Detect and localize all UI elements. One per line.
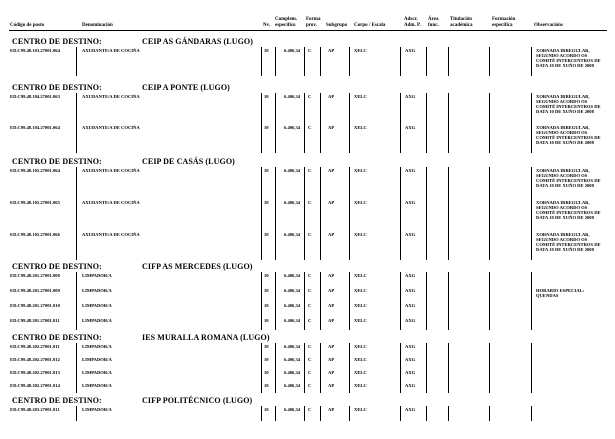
cell-forma: C [308, 318, 312, 323]
cell-complemento: 6.406,34 [284, 357, 301, 362]
table-row [0, 273, 615, 288]
cell-corpo: XELC [354, 288, 367, 293]
cell-nivel: 10 [264, 370, 269, 375]
cell-denominacion: LIMPADOR/A [82, 288, 112, 293]
cell-adscricion: AXG [405, 288, 416, 293]
table-row [0, 232, 615, 263]
cell-corpo: XELC [354, 383, 367, 388]
column-divider [448, 272, 449, 330]
cell-complemento: 6.406,34 [284, 303, 301, 308]
column-divider [426, 406, 427, 421]
cell-corpo: XELC [354, 357, 367, 362]
col-header-nivel: Nv. [263, 23, 271, 28]
cell-corpo: XELC [354, 232, 367, 237]
column-divider [531, 406, 532, 421]
column-divider [320, 406, 321, 421]
cell-nivel: 10 [264, 200, 269, 205]
table-row [0, 288, 615, 303]
cell-adscricion: AXG [405, 318, 416, 323]
cell-forma: C [308, 370, 312, 375]
column-divider [426, 272, 427, 330]
cell-nivel: 10 [264, 318, 269, 323]
cell-codigo: ED.C99.48.104.27001.063 [10, 94, 60, 99]
column-divider [304, 47, 305, 76]
cell-forma: C [308, 357, 312, 362]
cell-observacions: XORNADA IRREGULAR, SEGUNDO ACORDO OS COMITÉ INTERCENTROS DE DATA 10 DE XUÑO DE 2008 [536, 232, 601, 252]
cell-complemento: 6.406,34 [284, 383, 301, 388]
col-header-formacion: Formación específica [492, 17, 516, 28]
column-divider [426, 343, 427, 393]
cell-codigo: ED.C99.48.202.27001.011 [10, 344, 60, 349]
column-divider [275, 406, 276, 421]
cell-nivel: 10 [264, 232, 269, 237]
cell-adscricion: AXG [405, 383, 416, 388]
column-divider [320, 167, 321, 260]
column-divider [448, 406, 449, 421]
cell-corpo: XELC [354, 168, 367, 173]
cell-codigo: ED.C99.48.103.27001.064 [10, 48, 60, 53]
cell-adscricion: AXG [405, 303, 416, 308]
cell-nivel: 10 [264, 288, 269, 293]
col-header-forma: Forma prov. [306, 17, 321, 28]
cell-observacions: HORARIO ESPECIAL: QUENDAS [536, 288, 585, 298]
table-row [0, 370, 615, 383]
cell-forma: C [308, 125, 312, 130]
table-row [0, 357, 615, 370]
cell-denominacion: LIMPADOR/A [82, 318, 112, 323]
column-divider [304, 167, 305, 260]
cell-denominacion: LIMPADOR/A [82, 357, 112, 362]
cell-denominacion: LIMPADOR/A [82, 344, 112, 349]
cell-codigo: ED.C99.48.203.27001.011 [10, 407, 60, 412]
column-divider [320, 93, 321, 153]
column-divider [531, 167, 532, 260]
cell-denominacion: LIMPADOR/A [82, 273, 112, 278]
cell-denominacion: AXUDANTE/A DE COCIÑA [82, 125, 140, 130]
cell-complemento: 6.406,34 [284, 125, 301, 130]
cell-complemento: 6.406,34 [284, 94, 301, 99]
cell-subgrupo: AP [328, 200, 335, 205]
cell-adscricion: AXG [405, 370, 416, 375]
cell-adscricion: AXG [405, 232, 416, 237]
cell-complemento: 6.406,34 [284, 200, 301, 205]
column-divider [400, 272, 401, 330]
cell-subgrupo: AP [328, 94, 335, 99]
cell-subgrupo: AP [328, 48, 335, 53]
col-header-adscricion: Adscr. Adm. P. [404, 17, 421, 28]
cell-denominacion: LIMPADOR/A [82, 407, 112, 412]
column-divider [531, 93, 532, 153]
column-divider [400, 47, 401, 76]
col-header-area: Área func. [428, 17, 439, 28]
table-row [0, 383, 615, 396]
column-divider [320, 272, 321, 330]
cell-observacions: XORNADA IRREGULAR, SEGUNDO ACORDO OS COMITÉ INTERCENTROS DE DATA 10 DE XUÑO DE 2008 [536, 48, 601, 68]
cell-subgrupo: AP [328, 288, 335, 293]
cell-nivel: 10 [264, 407, 269, 412]
column-divider [531, 47, 532, 76]
column-divider [426, 93, 427, 153]
column-divider [400, 406, 401, 421]
column-divider [304, 93, 305, 153]
cell-complemento: 6.406,34 [284, 168, 301, 173]
cell-forma: C [308, 168, 312, 173]
cell-complemento: 6.406,34 [284, 344, 301, 349]
cell-nivel: 10 [264, 344, 269, 349]
cell-codigo: ED.C99.48.105.27001.065 [10, 200, 60, 205]
column-divider [448, 167, 449, 260]
table-row [0, 48, 615, 79]
cell-adscricion: AXG [405, 48, 416, 53]
cell-forma: C [308, 200, 312, 205]
cell-denominacion: AXUDANTE/A DE COCIÑA [82, 48, 140, 53]
cell-codigo: ED.C99.48.105.27001.066 [10, 232, 60, 237]
cell-denominacion: AXUDANTE/A DE COCIÑA [82, 168, 140, 173]
section-center-name: CEIP AS GÁNDARAS (LUGO) [142, 37, 253, 46]
column-divider [489, 272, 490, 330]
column-divider [76, 93, 77, 153]
table-row [0, 407, 615, 424]
cell-nivel: 10 [264, 357, 269, 362]
cell-forma: C [308, 344, 312, 349]
table-row [0, 344, 615, 357]
cell-corpo: XELC [354, 200, 367, 205]
column-divider [261, 167, 262, 260]
cell-corpo: XELC [354, 48, 367, 53]
cell-subgrupo: AP [328, 370, 335, 375]
cell-observacions: XORNADA IRREGULAR, SEGUNDO ACORDO OS COMITÉ INTERCENTROS DE DATA 10 DE XUÑO DE 2008 [536, 94, 601, 114]
section-label: CENTRO DE DESTINO: [12, 157, 102, 166]
cell-nivel: 10 [264, 168, 269, 173]
cell-codigo: ED.C99.48.202.27001.014 [10, 383, 60, 388]
cell-forma: C [308, 383, 312, 388]
cell-denominacion: AXUDANTE/A DE COCIÑA [82, 94, 140, 99]
cell-denominacion: LIMPADOR/A [82, 370, 112, 375]
cell-forma: C [308, 94, 312, 99]
table-row [0, 303, 615, 318]
cell-complemento: 6.406,34 [284, 273, 301, 278]
cell-nivel: 10 [264, 383, 269, 388]
cell-subgrupo: AP [328, 273, 335, 278]
column-divider [304, 406, 305, 421]
cell-adscricion: AXG [405, 273, 416, 278]
column-divider [261, 47, 262, 76]
cell-subgrupo: AP [328, 168, 335, 173]
header-rule [9, 30, 607, 31]
section-label: CENTRO DE DESTINO: [12, 37, 102, 46]
section-center-name: CIFP AS MERCEDES (LUGO) [142, 262, 253, 271]
cell-nivel: 10 [264, 303, 269, 308]
column-divider [261, 93, 262, 153]
cell-denominacion: LIMPADOR/A [82, 303, 112, 308]
cell-subgrupo: AP [328, 318, 335, 323]
cell-corpo: XELC [354, 125, 367, 130]
col-header-complemento: Complem. específico [275, 17, 298, 28]
column-divider [304, 272, 305, 330]
cell-subgrupo: AP [328, 357, 335, 362]
cell-denominacion: AXUDANTE/A DE COCIÑA [82, 200, 140, 205]
cell-complemento: 6.406,34 [284, 407, 301, 412]
col-header-observacions: Observacións [534, 23, 563, 28]
cell-corpo: XELC [354, 407, 367, 412]
cell-subgrupo: AP [328, 232, 335, 237]
col-header-subgrupo: Subgrupo [326, 23, 348, 28]
column-divider [261, 406, 262, 421]
cell-nivel: 10 [264, 125, 269, 130]
column-divider [489, 93, 490, 153]
column-divider [349, 167, 350, 260]
cell-forma: C [308, 232, 312, 237]
column-divider [76, 272, 77, 330]
column-divider [261, 272, 262, 330]
col-header-denominacion: Denominación [82, 23, 113, 28]
cell-adscricion: AXG [405, 94, 416, 99]
cell-complemento: 6.406,34 [284, 48, 301, 53]
column-divider [275, 167, 276, 260]
col-header-titulacion: Titulación académica [450, 17, 473, 28]
cell-forma: C [308, 273, 312, 278]
cell-forma: C [308, 303, 312, 308]
column-divider [400, 343, 401, 393]
cell-corpo: XELC [354, 273, 367, 278]
column-divider [320, 47, 321, 76]
column-divider [275, 47, 276, 76]
column-divider [531, 272, 532, 330]
section-center-name: CEIP DE CASÁS (LUGO) [142, 157, 235, 166]
column-divider [320, 343, 321, 393]
column-divider [426, 47, 427, 76]
cell-codigo: ED.C99.48.201.27001.008 [10, 273, 60, 278]
cell-adscricion: AXG [405, 125, 416, 130]
cell-forma: C [308, 407, 312, 412]
cell-adscricion: AXG [405, 344, 416, 349]
cell-corpo: XELC [354, 318, 367, 323]
cell-complemento: 6.406,34 [284, 232, 301, 237]
column-divider [489, 343, 490, 393]
cell-corpo: XELC [354, 94, 367, 99]
cell-adscricion: AXG [405, 200, 416, 205]
cell-denominacion: LIMPADOR/A [82, 383, 112, 388]
cell-subgrupo: AP [328, 303, 335, 308]
cell-codigo: ED.C99.48.105.27001.064 [10, 168, 60, 173]
column-divider [261, 343, 262, 393]
column-divider [76, 167, 77, 260]
cell-adscricion: AXG [405, 407, 416, 412]
column-divider [489, 167, 490, 260]
column-divider [76, 47, 77, 76]
column-divider [304, 343, 305, 393]
column-divider [349, 343, 350, 393]
cell-observacions: XORNADA IRREGULAR, SEGUNDO ACORDO OS COMITÉ INTERCENTROS DE DATA 10 DE XUÑO DE 2008 [536, 200, 601, 220]
cell-corpo: XELC [354, 344, 367, 349]
table-row [0, 125, 615, 156]
column-divider [76, 343, 77, 393]
column-divider [400, 167, 401, 260]
column-divider [349, 47, 350, 76]
cell-subgrupo: AP [328, 383, 335, 388]
column-divider [489, 406, 490, 421]
column-divider [275, 272, 276, 330]
section-label: CENTRO DE DESTINO: [12, 83, 102, 92]
table-row [0, 200, 615, 232]
cell-subgrupo: AP [328, 407, 335, 412]
cell-codigo: ED.C99.48.201.27001.009 [10, 288, 60, 293]
column-divider [76, 406, 77, 421]
col-header-codigo: Código de posto [10, 23, 45, 28]
cell-forma: C [308, 48, 312, 53]
section-center-name: CIFP POLITÉCNICO (LUGO) [142, 396, 253, 405]
cell-corpo: XELC [354, 370, 367, 375]
cell-codigo: ED.C99.48.201.27001.010 [10, 303, 60, 308]
column-divider [275, 93, 276, 153]
column-divider [531, 343, 532, 393]
cell-corpo: XELC [354, 303, 367, 308]
section-label: CENTRO DE DESTINO: [12, 396, 102, 405]
column-divider [400, 93, 401, 153]
cell-observacions: XORNADA IRREGULAR, SEGUNDO ACORDO OS COMITÉ INTERCENTROS DE DATA 10 DE XUÑO DE 2008 [536, 125, 601, 145]
section-center-name: CEIP A PONTE (LUGO) [142, 83, 230, 92]
column-divider [349, 406, 350, 421]
column-divider [349, 272, 350, 330]
cell-codigo: ED.C99.48.104.27001.064 [10, 125, 60, 130]
cell-codigo: ED.C99.48.202.27001.012 [10, 357, 60, 362]
section-label: CENTRO DE DESTINO: [12, 333, 102, 342]
section-label: CENTRO DE DESTINO: [12, 262, 102, 271]
cell-nivel: 10 [264, 48, 269, 53]
cell-codigo: ED.C99.48.201.27001.011 [10, 318, 60, 323]
column-divider [349, 93, 350, 153]
cell-adscricion: AXG [405, 357, 416, 362]
column-divider [489, 47, 490, 76]
cell-observacions: XORNADA IRREGULAR, SEGUNDO ACORDO OS COMITÉ INTERCENTROS DE DATA 10 DE XUÑO DE 2008 [536, 168, 601, 188]
column-divider [448, 93, 449, 153]
table-row [0, 94, 615, 125]
section-center-name: IES MURALLA ROMANA (LUGO) [142, 333, 270, 342]
column-divider [448, 343, 449, 393]
cell-denominacion: AXUDANTE/A DE COCIÑA [82, 232, 140, 237]
cell-subgrupo: AP [328, 344, 335, 349]
column-divider [448, 47, 449, 76]
cell-adscricion: AXG [405, 168, 416, 173]
col-header-corpo: Corpo / Escala [354, 23, 386, 28]
table-row [0, 168, 615, 200]
cell-complemento: 6.406,34 [284, 318, 301, 323]
cell-subgrupo: AP [328, 125, 335, 130]
cell-nivel: 10 [264, 94, 269, 99]
cell-complemento: 6.406,34 [284, 288, 301, 293]
cell-complemento: 6.406,34 [284, 370, 301, 375]
cell-nivel: 10 [264, 273, 269, 278]
cell-forma: C [308, 288, 312, 293]
cell-codigo: ED.C99.48.202.27001.013 [10, 370, 60, 375]
column-divider [426, 167, 427, 260]
column-divider [275, 343, 276, 393]
table-row [0, 318, 615, 333]
